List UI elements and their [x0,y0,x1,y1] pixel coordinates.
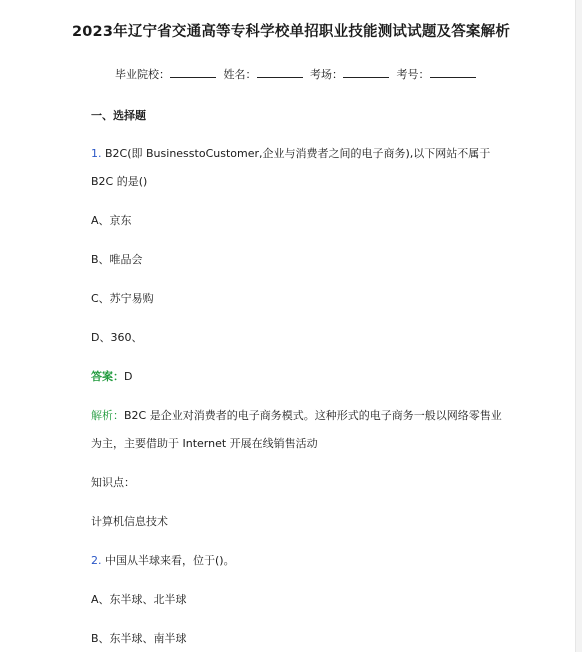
question-number: 2 [91,554,98,567]
section-title: 一、选择题 [91,109,146,122]
option-b: B、东半球、南半球 [91,632,187,645]
school-label: 毕业院校： [115,68,170,81]
exam-no-label: 考号： [396,68,430,81]
answer-value: D [124,370,133,383]
school-blank [170,67,216,78]
analysis-line-1 [91,407,502,423]
answer-row [91,368,132,384]
question-text: B2C(即 BusinesstoCustomer,企业与消费者之间的电子商务),以下网站不属于 [105,147,491,160]
knowledge-label: 知识点： [91,476,135,489]
option-a: A、京东 [91,214,132,227]
question-1-line-2: B2C 的是() [91,175,148,188]
exam-no-blank [430,67,476,78]
option-a: A、东半球、北半球 [91,593,187,606]
exam-room-label: 考场： [310,68,343,81]
analysis-line-2: 为主，主要借助于 Internet 开展在线销售活动 [91,437,318,450]
name-label: 姓名： [223,68,257,81]
analysis-text: B2C 是企业对消费者的电子商务模式。这种形式的电子商务一般以网络零售业 [124,409,502,422]
exam-room-blank [343,67,389,78]
analysis-label: 解析： [91,409,124,422]
question-number: 1 [91,147,98,160]
question-text: 中国从半球来看，位于()。 [105,554,235,567]
document-title: 2023年辽宁省交通高等专科学校单招职业技能测试试题及答案解析 [71,24,511,40]
option-d: D、360、 [91,331,143,344]
answer-label: 答案： [91,370,124,383]
name-blank [257,67,303,78]
option-b: B、唯品会 [91,253,143,266]
question-1-line-1 [91,145,490,161]
question-separator: . [98,554,102,567]
vertical-scrollbar[interactable] [575,0,582,652]
option-c: C、苏宁易购 [91,292,154,305]
question-2-line-1 [91,552,235,568]
knowledge-value: 计算机信息技术 [91,515,168,528]
exam-info-row [115,66,480,82]
question-separator: . [98,147,102,160]
